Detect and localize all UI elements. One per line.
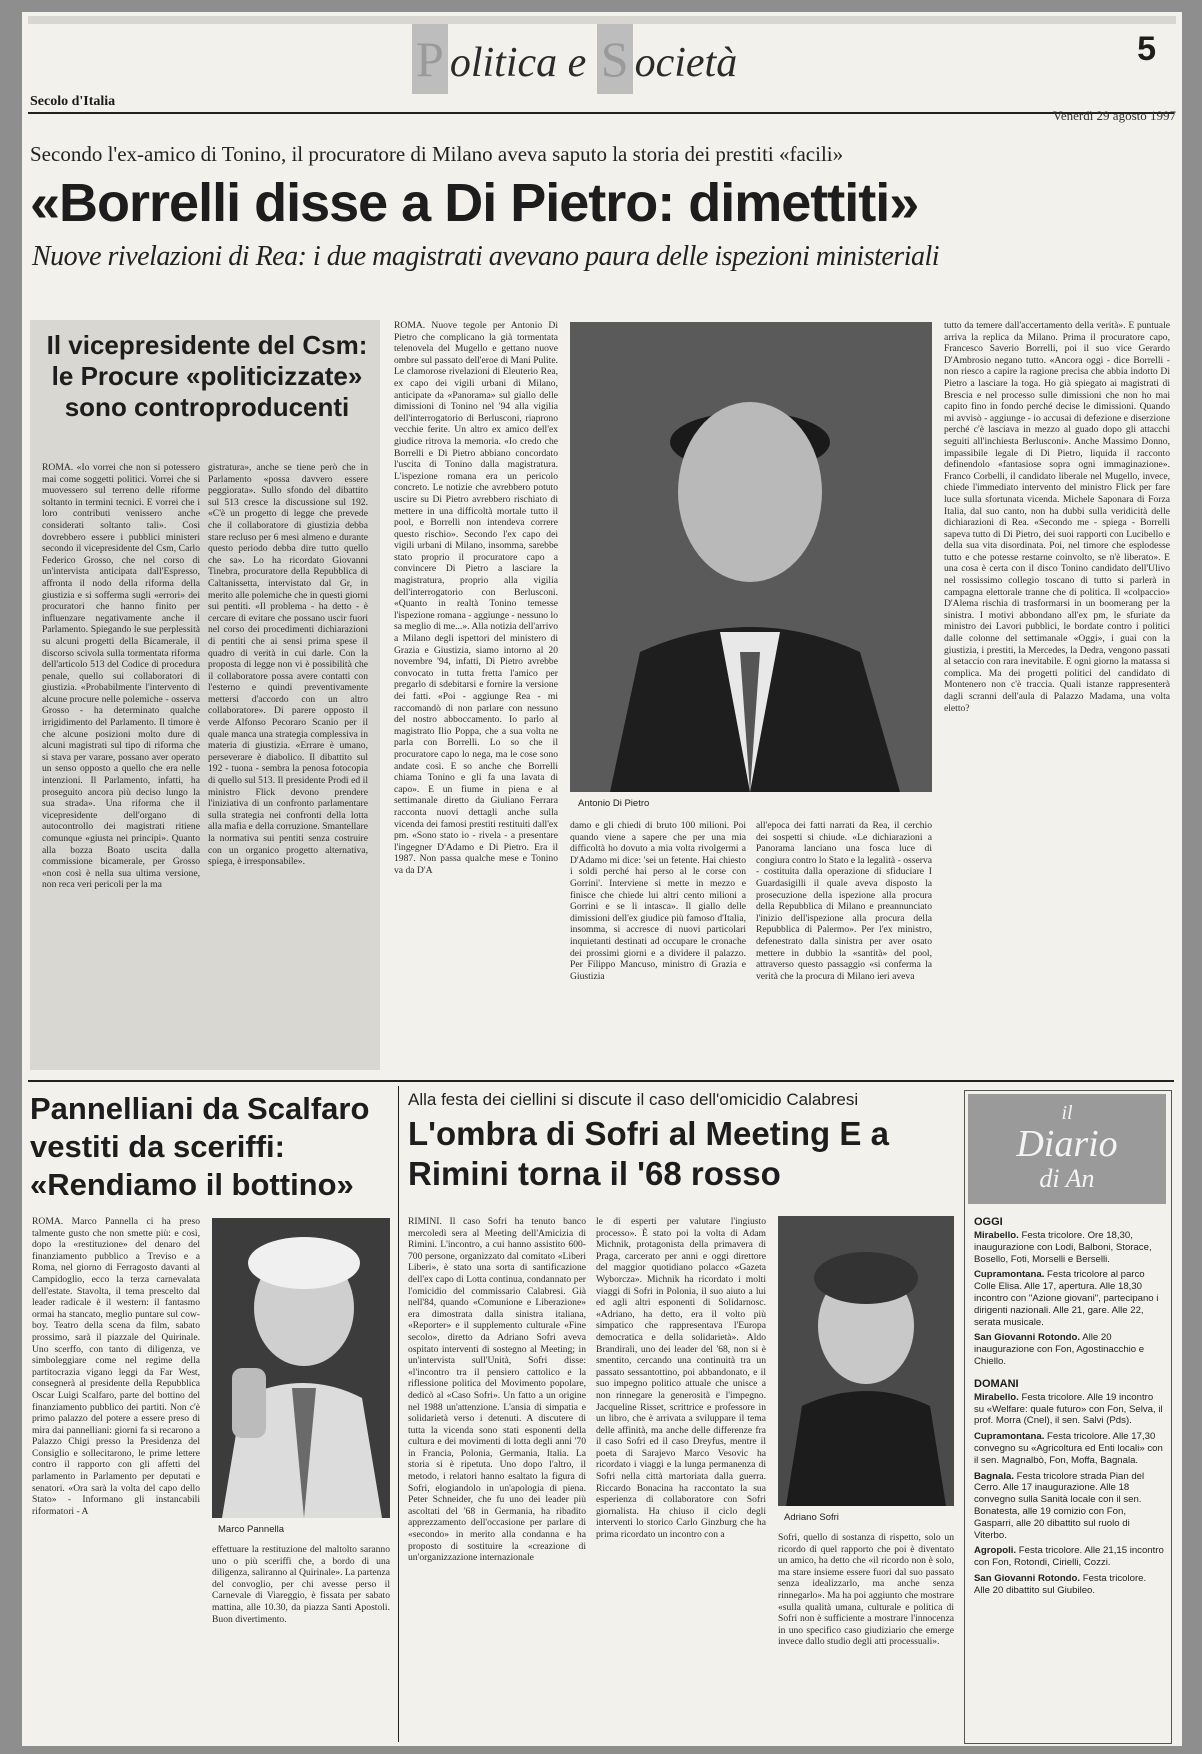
diario-header — [968, 1094, 1166, 1204]
diario-text: Festa tricolore. Alle 17,30 convegno su «Agricoltura ed Enti locali» con il sen. Magnalbò, Fon, Moffa, Bagnala. — [974, 1431, 1163, 1466]
lower-section-rule — [28, 1080, 1174, 1082]
diario-place: San Giovanni Rotondo. — [974, 1332, 1081, 1344]
section-initial-p: P — [412, 24, 448, 94]
diario-text: Festa tricolore. Alle 19 incontro su «Welfare: quale futuro» con Fon, Selva, il prof. Morra (Cnel), il sen. Salvi (Pds). — [974, 1391, 1163, 1427]
diario-place: Mirabello. — [974, 1230, 1019, 1241]
diario-place: San Giovanni Rotondo. — [974, 1572, 1081, 1584]
diario-entry — [974, 1332, 1164, 1367]
lead-subhead: Nuove rivelazioni di Rea: i due magistrati avevano paura delle ispezioni ministeriali — [32, 241, 940, 272]
diario-text: Festa tricolore. Alle 20 dibattito sul Giubileo. — [974, 1572, 1147, 1596]
diario-text: Alle 20 inaugurazione con Fon, Agostinacchio e Chiello. — [974, 1332, 1145, 1367]
section-title — [412, 24, 832, 94]
sidebar-headline: Il vicepresidente del Csm: le Procure «politicizzate» sono controproducenti — [46, 330, 368, 422]
diario-place: Mirabello. — [974, 1391, 1019, 1403]
diario-text: Festa tricolore. Alle 21,15 incontro con Fon, Rotondi, Cirielli, Cozzi. — [974, 1545, 1164, 1569]
diario-entry — [974, 1573, 1164, 1597]
diario-title: Diario — [1016, 1123, 1118, 1165]
sofri-photo — [778, 1216, 954, 1506]
top-bar — [28, 16, 1176, 24]
diario-entry — [974, 1545, 1164, 1569]
lead-headline: «Borrelli disse a Di Pietro: dimettiti» — [30, 173, 919, 233]
diario-entry — [974, 1230, 1164, 1265]
sofri-caption: Adriano Sofri — [784, 1512, 839, 1523]
di-pietro-photo — [570, 322, 932, 792]
diario-listing — [974, 1210, 1164, 1738]
diario-domani-label: DOMANI — [974, 1377, 1019, 1390]
diario-entry — [974, 1392, 1164, 1427]
diario-place: Cupramontana. — [974, 1431, 1045, 1443]
section-initial-s: S — [597, 24, 633, 94]
lead-column-3: all'epoca dei fatti narrati da Rea, il cerchio dei sospetti si chiude. «Le dichiarazioni a Panorama lanciano una fosca luce di congiura contro lo Stato e la legalità - osserva - costituita dalla operazione di sfiduciare I Guardasigilli il quale aveva disposto la prosecuzione della ispezione alla procura della Repubblica di Milano e preannunciato l'inizio dell'ispezione alla procura della Repubblica di Palermo». Per l'ex ministro, defenestrato dalla sinistra per aver osato mettere in dubbio la «santità» del pool, attraverso questo passaggio «si conferma la verità che la procura di Milano ieri aveva — [756, 820, 932, 982]
diario-text: Festa tricolore. Ore 18,30, inaugurazione con Lodi, Balboni, Storace, Bosello, Foti, Morselli e Berselli. — [974, 1230, 1152, 1265]
diario-place: Agropoli. — [974, 1545, 1017, 1557]
column-divider — [398, 1086, 399, 1742]
diario-title-small: il — [1061, 1102, 1073, 1124]
diario-entry — [974, 1431, 1164, 1466]
pannella-headline: Pannelliani da Scalfaro vestiti da sceriffi: «Rendiamo il bottino» — [30, 1091, 370, 1202]
newspaper-name: Secolo d'Italia — [30, 94, 116, 109]
di-pietro-caption: Antonio Di Pietro — [578, 798, 650, 809]
lead-column-4: tutto da temere dall'accertamento della verità». E puntuale arriva la replica da Milano. Prima il procuratore capo, Francesco Saverio Borrelli, poi il suo vice Gerardo D'Ambrosio negano tutto. «Ancora oggi - dice Borrelli - non riesco a capire la ragione precisa che abbia indotto Di Pietro a lasciare la toga. Ho già spiegato ai magistrati di Brescia e nel processo sulle dimissioni che non ho mai capito fino in fondo perché decise le dimissioni. Quando mi avvisò - aggiunge - io accusai di defezione e diserzione perché c'è lasciava in mezzo al guado dopo gli attacchi seguiti all'inchiesta Berlusconi». Anche Massimo Donno, impassibile legale di Di Pietro, liquida il racconto definendolo «fantasiose sopra ogni immaginazione». Franco Corbelli, il candidato liberale nel Mugello, invece, chiede l'immediato intervento del ministro Flick per fare luce sulla sfortunata vicenda. Michele Saponara di Forza Italia, dal suo canto, non ha dubbi sulla veridicità delle dichiarazioni di Rea. «Secondo me - spiega - Borrelli sapeva tutto di Di Pietro, dei suoi rapporti con Lucibello e della sua vita disordinata. Poi, nel timore che esplodesse tutto e che potesse restarne coinvolto, se n'è liberato». E una cosa è certa con il disco Tonino candidato dell'Ulivo nel rossissimo collegio toscano di tutto si parlerà in campagna elettorale tranne che di politica. Il «colpaccio» D'Alema rischia di trasformarsi in un boomerang per la sinistra. I motivi abbondano all'ex pm, le sfuriate da ministro dei Lavori pubblici, le bordate contro i politici dalle colonne del settimanale «Oggi», i guai con la giustizia, i prestiti, la Mercedes, la Dedra, vengono passati al setaccio con rara inevitabile. E ogni giorno la matassa si complica. Ma dei progetti politici del candidato di Montenero non c'è traccia. Quali istanze rappresenterà dagli scranni dell'aula di Palazzo Madama, una volta eletto? — [944, 320, 1170, 714]
newspaper-page — [22, 12, 1182, 1746]
diario-text: Festa tricolore strada Pian del Cerro. Alle 17 inaugurazione. Alle 18 convegno sulla Sanità locale con il sen. Bonatesta, alle 19 comizio con Fon, Gasparri, alle 20 dibattito sul ruolo di Viterbo. — [974, 1470, 1145, 1541]
sofri-column-3: Sofri, quello di sostanza di rispetto, solo un ricordo di quel rapporto che poi è diventato un amico, ha detto che «il ricordo non è solo, ma stare insieme essere fuori dal suo passato senza idealizzarlo, ma anche senza rinnegarlo». Ma ha poi aggiunto che mostrare «sulla qualità umana, culturale e politica di Sofri non è sufficiente a mostrare l'innocenza in uno specifico caso giudiziario che emerge invece dallo studio degli atti processuali». — [778, 1532, 954, 1648]
pannella-caption: Marco Pannella — [218, 1524, 285, 1535]
diario-entry — [974, 1269, 1164, 1328]
sidebar-column-2: gistratura», anche se tiene però che in Parlamento «possa davvero essere peggiorata». Sullo sfondo del dibattito sul 513 cresce la discussione sul 192. «C'è un progetto di legge che prevede che il collaboratore di giustizia debba stare recluso per 6 mesi almeno e durante questo periodo debba dire tutto quello che sa». Lo ha ricordato Giovanni Tinebra, procuratore della Repubblica di Caltanissetta, intervistato dal Gr, in merito alle polemiche che in questi giorni sui pentiti. «Il problema - ha detto - è cercare di evitare che possano uscir fuori nel corso dei procedimenti dichiarazioni di pentiti che ai sensi prima spese il quadro di verità in cui darle. Con la proposta di legge non vi è possibilità che il collaboratore possa avere contatti con l'esterno e quindi preventivamente mettersi d'accordo con un altro collaboratore». Di parere opposto il verde Alfonso Pecoraro Scanio per il quale manca una strategia complessiva in materia di giustizia. «Errare è umano, perseverare è diabolico. Il dibattito sul 192 - tuona - sembra la penosa fotocopia di quello sul 513. Il presidente Prodi ed il ministro Flick devono prendere l'iniziativa di un confronto parlamentare sulla strategia nei confronti della lotta alla mafia e della corruzione. Smantellare la normativa sui pentiti senza costruire con un organico progetto alternativa, spiega, è irresponsabile». — [208, 462, 368, 868]
sofri-column-1: RIMINI. Il caso Sofri ha tenuto banco mercoledì sera al Meeting dell'Amicizia di Rimini. L'incontro, a cui hanno assistito 600-700 persone, organizzato dal comitato «Liberi Liberi», è stato una sorta di santificazione dell'ex capo di Lotta continua, condannato per l'omicidio del commissario Calabresi. Già nell'84, quando «Comunione e Liberazione» era dimostrata dalla sinistra italiana, «Reporter» e il supplemento culturale «Fine secolo», diretto da Adriano Sofri aveva ospitato interventi di sostegno al Meeting; in un'intervista sull'Unità, Sofri disse: «l'incontro tra il pensiero cattolico e la riflessione politica del Movimento popolare, dedicò al «Caso Sofri». Un fatto a un origine nel 1988 un'attenzione. L'ansia di simpatia e solidarietà verso i detenuti. A discutere di tutta la vicenda sono stati esponenti della cultura e dei movimenti di lotta degli anni '70 in Francia, Polonia, Germania, Italia. La storia si è ripetuta. Uno dopo l'altro, il metodo, i relatori hanno esaltato la figura di Sofri, elogiandolo in un'apologia di piena. Peter Schneider, che fu uno dei leader più ascoltati del '68 in Germania, ha ribadito apprezzamento dell'occasione per parlare di «secondo» in merito alla condanna e ha proposto di sostituire la «creazione di un'organizzazione internazionale — [408, 1216, 586, 1564]
sofri-headline: L'ombra di Sofri al Meeting E a Rimini torna il '68 rosso — [408, 1115, 889, 1192]
diario-place: Bagnala. — [974, 1470, 1014, 1482]
diario-oggi-label: OGGI — [974, 1216, 1003, 1228]
section-title-part2: ocietà — [634, 40, 738, 86]
diario-title-small2: di An — [1039, 1164, 1095, 1193]
lead-column-1: ROMA. Nuove tegole per Antonio Di Pietro che complicano la già tormentata telenovela del Mugello e gettano nuove ombre sul passato dell'eroe di Mani Pulite. Le clamorose rivelazioni di Eleuterio Rea, ex capo dei vigili urbani di Milano, anticipate da «Panorama» sul giallo delle dimissioni di Tonino nel '94 alla vigilia dell'interrogatorio di Berlusconi, riaprono vecchie ferite. Un altro ex amico dell'ex giudice ritrova la memoria. «Io credo che Borrelli e Di Pietro abbiano concordato l'uscita di Tonino dalla magistratura. L'ispezione romana era un pericolo concreto. Le notizie che avrebbero potuto uscire su Di Pietro avrebbero rischiato di mettere in una difficoltà mortale tutto il pool, e Borrelli non intendeva correre questo rischio». Secondo l'ex capo dei vigili urbani di Milano, insomma, sarebbe stato proprio il procuratore capo a convincere Di Pietro a lasciare la magistratura, proprio alla vigilia dell'interrogatorio con Berlusconi. «Quanto in realtà Tonino temesse l'ispezione romana - aggiunge - nessuno lo sa meglio di me...». Alla notizia dell'arrivo a Milano degli ispettori del ministero di Grazia e Giustizia, siamo intorno al 20 novembre '94, infatti, Di Pietro avrebbe convocato in tutta fretta l'amico per pregarlo di sdebitarsi e fornire la versione dei fatti. «Poi - aggiunge Rea - mi raccomandò di non parlare con nessuno del nostro abboccamento. Io parlo al magistrato Ilio Poppa, che a sua volta ne parla con Borrelli. Lo so che il procuratore capo lo nega, ma le cose sono andate così. E so anche che Borrelli chiama Tonino e gli fa una lavata di capo». E un fiume in piena e al settimanale diretto da Giuliano Ferrara racconta nuovi dettagli anche sulla vicenda dei famosi prestiti restituiti dall'ex pm. «Sono stato io - rivela - a presentare l'ingegner D'Adamo e Di Pietro. Era il 1987. Non passa qualche mese e Tonino va da D'A — [394, 320, 558, 876]
issue-date: Venerdì 29 agosto 1997 — [1052, 108, 1176, 123]
pannella-column-2: effettuare la restituzione del maltolto saranno uno o più sceriffi che, a bordo di una diligenza, saliranno al Quirinale». La partenza del convoglio, per chi avesse perso il Carnevale di Viareggio, è fissata per sabato mattina, alle 10.30, da piazza Santi Apostoli. Buon divertimento. — [212, 1544, 390, 1625]
lead-kicker: Secondo l'ex-amico di Tonino, il procuratore di Milano aveva saputo la storia dei prestiti «facili» — [30, 142, 844, 166]
section-title-part1: olitica e — [449, 40, 597, 86]
lead-column-2: damo e gli chiedi di bruto 100 milioni. Poi quando viene a sapere che per una mia difficoltà ho dovuto a mia volta rivolgermi a D'Adamo mi dice: 'sei un fetente. Hai chiesto i soldi perché hai perso al le corse con Gorrini'. Interviene si mette in mezzo e finisce che chiede lui altri cento milioni a Gorrini e se li intasca». Il giallo delle dimissioni dell'ex giudice più famoso d'Italia, insomma, si accresce di nuovi particolari inquietanti destinati ad occupare le cronache dei prossimi giorni e a dividere il palazzo. Per Filippo Mancuso, ministro di Grazia e Giustizia — [570, 820, 746, 982]
pannella-photo — [212, 1218, 390, 1518]
sofri-column-2: le di esperti per valutare l'ingiusto processo». È stato poi la volta di Adam Michnik, protagonista della primavera di Praga, carcerato per anni e oggi direttore del maggior quotidiano polacco «Gazeta Wyborcza». Michnik ha ricordato i molti viaggi di Sofri in Polonia, il suo aiuto a lui ed agli altri esponenti di Solidarnosc. «Adriano, ha detto, era il volto più simpatico che rappresentava l'Europa democratica e della solidarietà». Aldo Brandirali, uno dei leader del '68, non si è smentito, cercando una continuità tra un passato sessantottino, poi abbandonato, e il suo impegno politico attuale che unisce a non rinnegare la generosità e l'impegno. Jacqueline Risset, scrittrice e professore in un libro, che è arrivata a sviluppare il tema delle affinità, ma anche delle differenze fra il caso Sofri ed il caso Dreyfus, mentre il poeta di Sarajevo Marco Vesovic ha ricordato i viaggi e la lunga permanenza di Sofri nella città martoriata dalla guerra. Riccardo Bonacina ha raccontato la sua esperienza di collaboratore con Sofri giornalista. Ha chiuso il ciclo degli interventi lo storico Carlo Ginzburg che ha prima ricordato un incontro con a — [596, 1216, 766, 1541]
diario-place: Cupramontana. — [974, 1269, 1045, 1281]
diario-text: Festa tricolore al parco Colle Elisa. Alle 17, apertura. Alle 18,30 incontro con "Azione giovani", partecipano i dirigenti nazionali. Alle 21, gare. Alle 22, serata musicale. — [974, 1269, 1159, 1328]
diario-entry — [974, 1471, 1164, 1542]
page-number: 5 — [1137, 30, 1156, 68]
sidebar-column-1: ROMA. «Io vorrei che non si potessero mai come soggetti politici. Vorrei che si muovessero sul terreno delle riforme soltanto in termini tecnici. E vorrei che i loro contributi venissero anche considerati soltanto tali». Così dovrebbero essere i pubblici ministeri secondo il vicepresidente del Csm, Carlo Federico Grosso, che nel corso di un'intervista anticipata dall'Espresso, affronta il nodo della riforma della giustizia e si sofferma sugli «errori» dei procuratori che hanno finito per influenzare negativamente anche il Parlamento. Spiegando le sue perplessità su alcuni progetti della Bicamerale, il discorso scivola sulla tormentata riforma dell'articolo 513 del Codice di procedura penale, quello sui collaboratori di giustizia. «Probabilmente l'intervento di alcune procure nelle polemiche - osserva Grosso - ha determinato qualche irrigidimento del Parlamento. Il timore è che alcune posizioni molto dure di alcuni magistrati sul tipo di riforma che si stava per varare, possano aver operato un senso opposto a quello che era nelle intenzioni. Il Parlamento, infatti, ha proseguito ancora più deciso lungo la sua strada». Una riforma che il vicepresidente dell'organo di autocontrollo dei magistrati ritiene comunque «giusta nei principi». Quanto alla bozza Boato uscita dalla commissione bicamerale, per Grosso «non così è nella sua ultima versione, non reca veri pericoli per la ma — [42, 462, 200, 891]
sofri-kicker: Alla festa dei ciellini si discute il caso dell'omicidio Calabresi — [408, 1090, 859, 1109]
pannella-column-1: ROMA. Marco Pannella ci ha preso talmente gusto che non smette più: e così, dopo la «restituzione» del denaro del finanziamento pubblico a Treviso e a Roma, nel giorno di Ferragosto davanti al Campidoglio, ecco la terza carnevalata dell'estate. Stavolta, il tema prescelto dal leader radicale è il western: il fantasmo ormai ha stancato, meglio puntare sul cow-boy. Teatro della scena da film, sabato prossimo, sarà il piazzale del Quirinale. Uno scerffo, con tanto di diligenza, ve simboleggiare come nel regime della partitocrazia vigano leggi da Far West, consegnerà al presidente della Repubblica Oscar Luigi Scalfaro, parte del bottino del finanziamento pubblico dei partiti. Non c'è primo palazzo del potere a essere preso di mira dai pannelliani: giorni fa si recarono a Palazzo Chigi presso la Presidenza del Consiglio e sollecitarono, le prime lettere contro il rapporto con gli affetti del parlamento in Parlamento per deputati e senatori. «Ora sarà la volta del capo dello Stato» - Informano gli instancabili riformatori - A — [32, 1216, 200, 1517]
